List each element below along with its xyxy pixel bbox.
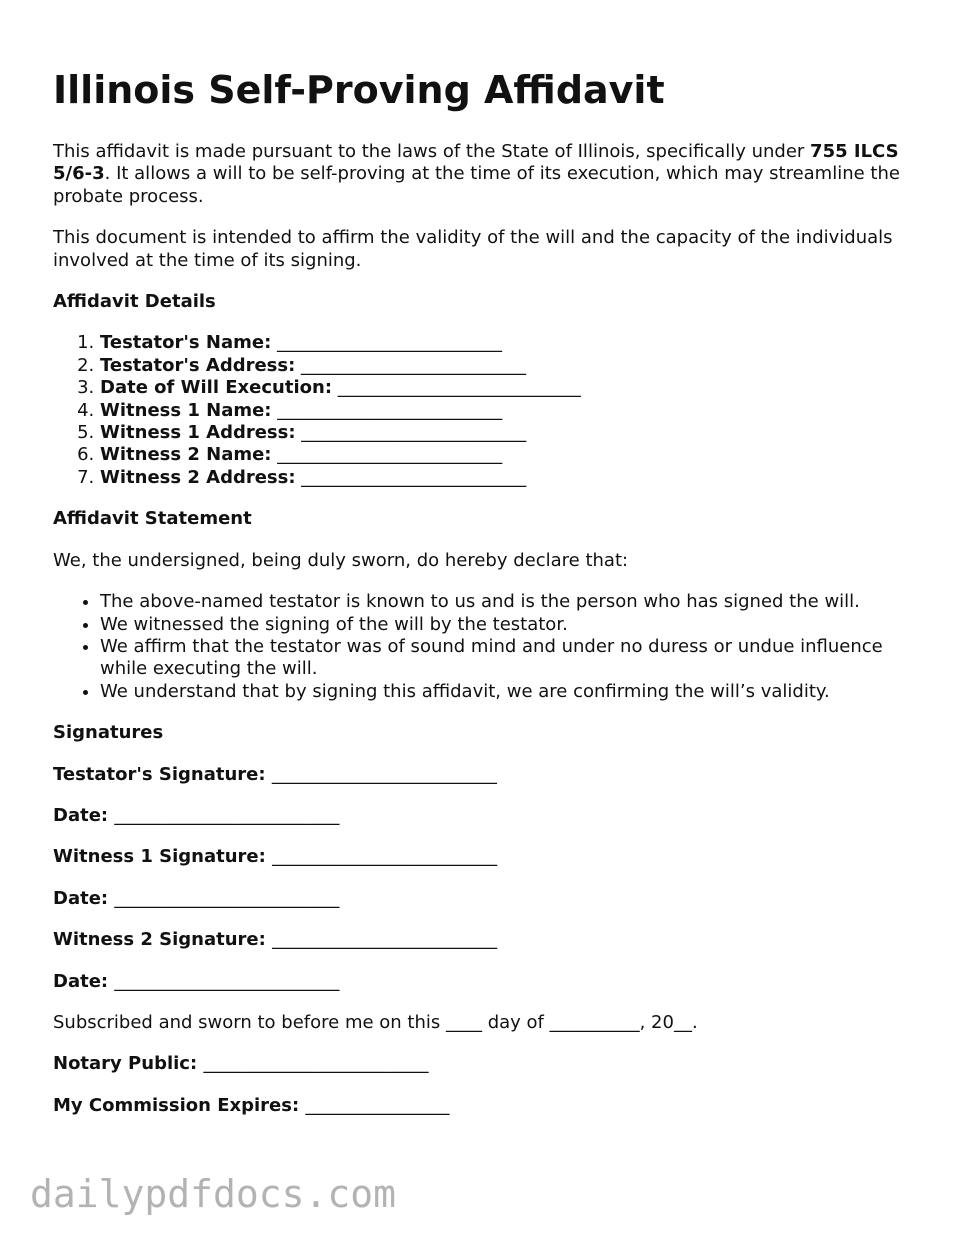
statement-lead: We, the undersigned, being duly sworn, do hereby declare that:: [53, 549, 629, 571]
sworn-statement: Subscribed and sworn to before me on this ____ day of __________, 20__.: [53, 1011, 698, 1033]
document-page: [53, 66, 913, 1136]
detail-blank: _________________________: [301, 466, 527, 488]
detail-label: Testator's Name:: [100, 332, 272, 354]
date-label: Date:: [53, 970, 109, 992]
detail-label: Testator's Address:: [100, 354, 296, 376]
date-line-2: [53, 888, 913, 910]
date-blank: _________________________: [114, 887, 340, 909]
intro-text-2: . It allows a will to be self-proving at the time of its execution, which may streamline the probate process.: [53, 163, 900, 207]
statement-item: • We witnessed the signing of the will by the testator.: [100, 614, 913, 636]
detail-witness2-address: [100, 467, 913, 489]
intro-paragraph: [53, 141, 913, 208]
testator-signature-label: Testator's Signature:: [53, 763, 266, 785]
detail-witness2-name: [100, 444, 913, 466]
detail-label: Witness 2 Address:: [100, 466, 296, 488]
detail-blank: ___________________________: [337, 377, 581, 399]
detail-label: Witness 1 Name:: [100, 399, 272, 421]
date-label: Date:: [53, 804, 109, 826]
detail-testator-name: [100, 332, 913, 354]
notary-label: Notary Public:: [53, 1053, 198, 1075]
commission-label: My Commission Expires:: [53, 1094, 300, 1116]
detail-label: Witness 2 Name:: [100, 444, 272, 466]
witness1-signature-label: Witness 1 Signature:: [53, 846, 266, 868]
commission-blank: ________________: [305, 1094, 450, 1116]
detail-blank: _________________________: [301, 422, 527, 444]
statement-item: • The above-named testator is known to us and is the person who has signed the will.: [100, 591, 913, 613]
detail-testator-address: [100, 355, 913, 377]
detail-witness1-address: [100, 422, 913, 444]
witness2-signature-line: [53, 929, 913, 951]
statement-item: • We understand that by signing this affidavit, we are confirming the will’s validity.: [100, 681, 913, 703]
detail-will-date: [100, 377, 913, 399]
purpose-paragraph: This document is intended to affirm the validity of the will and the capacity of the individuals involved at the time of its signing.: [53, 227, 893, 271]
detail-blank: _________________________: [301, 354, 527, 376]
date-label: Date:: [53, 887, 109, 909]
detail-label: Witness 1 Address:: [100, 422, 296, 444]
notary-blank: _________________________: [203, 1053, 429, 1075]
statute-reference: 755 ILCS 5/6-3: [53, 141, 899, 185]
witness2-signature-blank: _________________________: [272, 929, 498, 951]
detail-blank: _________________________: [277, 332, 503, 354]
witness1-signature-blank: _________________________: [272, 846, 498, 868]
detail-blank: _________________________: [277, 399, 503, 421]
witness2-signature-label: Witness 2 Signature:: [53, 929, 266, 951]
watermark: dailypdfdocs.com: [30, 1172, 397, 1216]
detail-label: Date of Will Execution:: [100, 377, 333, 399]
detail-blank: _________________________: [277, 444, 503, 466]
commission-line: [53, 1095, 913, 1117]
statement-heading: Affidavit Statement: [53, 508, 252, 530]
notary-line: [53, 1053, 913, 1075]
date-blank: _________________________: [114, 970, 340, 992]
date-line-3: [53, 971, 913, 993]
document-title: Illinois Self-Proving Affidavit: [53, 68, 665, 112]
witness1-signature-line: [53, 846, 913, 868]
statement-item: • We affirm that the testator was of sound mind and under no duress or undue influence while executing the will.: [100, 636, 913, 681]
intro-text-1: This affidavit is made pursuant to the laws of the State of Illinois, specifically under: [53, 141, 811, 162]
testator-signature-blank: _________________________: [271, 763, 497, 785]
details-heading: Affidavit Details: [53, 291, 216, 313]
signatures-heading: Signatures: [53, 722, 164, 744]
details-list: [53, 332, 913, 489]
date-blank: _________________________: [114, 804, 340, 826]
detail-witness1-name: [100, 400, 913, 422]
statement-list: [53, 591, 913, 703]
date-line-1: [53, 805, 913, 827]
testator-signature-line: [53, 764, 913, 786]
